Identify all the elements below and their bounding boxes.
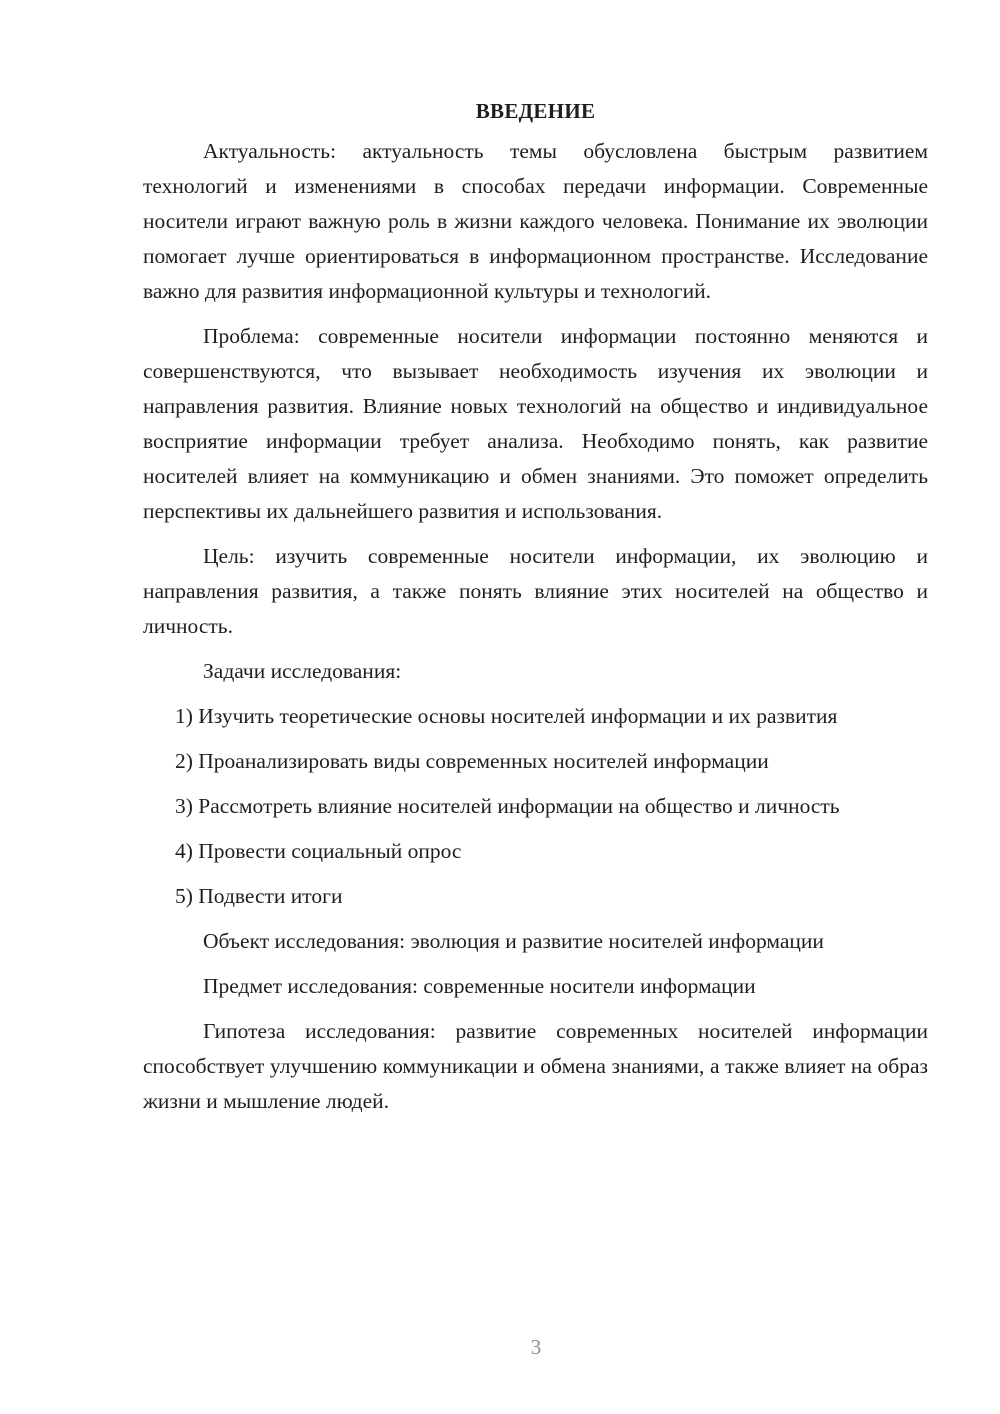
relevance-paragraph: Актуальность: актуальность темы обусловлена быстрым развитием технологий и изменениями в способах передачи информации. Современные носители играют важную роль в жизни каждого человека. Понимание их эволюции помогает лучше ориентироваться в информационном пространстве. Исследование важно для развития информационной культуры и технологий. xyxy=(143,139,928,303)
goal-paragraph: Цель: изучить современные носители информации, их эволюцию и направления развития, а также понять влияние этих носителей на общество и личность. xyxy=(143,544,928,638)
subject-paragraph: Предмет исследования: современные носители информации xyxy=(203,974,756,998)
section-title: ВВЕДЕНИЕ xyxy=(475,99,596,123)
tasks-heading: Задачи исследования: xyxy=(203,659,402,683)
problem-paragraph: Проблема: современные носители информации постоянно меняются и совершенствуются, что вызывает необходимость изучения их эволюции и направления развития. Влияние новых технологий на общество и индивидуальное восприятие информации требует анализа. Необходимо понять, как развитие носителей влияет на коммуникацию и обмен знаниями. Это поможет определить перспективы их дальнейшего развития и использования. xyxy=(143,324,928,523)
hypothesis-paragraph: Гипотеза исследования: развитие современных носителей информации способствует улучшению коммуникации и обмена знаниями, а также влияет на образ жизни и мышление людей. xyxy=(143,1019,928,1113)
document-page xyxy=(143,96,928,1129)
task-item-5: 5) Подвести итоги xyxy=(175,884,343,908)
task-item-4: 4) Провести социальный опрос xyxy=(175,839,462,863)
task-item-3: 3) Рассмотреть влияние носителей информации на общество и личность xyxy=(175,794,840,818)
object-paragraph: Объект исследования: эволюция и развитие носителей информации xyxy=(203,929,824,953)
task-item-1: 1) Изучить теоретические основы носителей информации и их развития xyxy=(175,704,838,728)
page-number: 3 xyxy=(530,1335,542,1359)
task-item-2: 2) Проанализировать виды современных носителей информации xyxy=(175,749,769,773)
